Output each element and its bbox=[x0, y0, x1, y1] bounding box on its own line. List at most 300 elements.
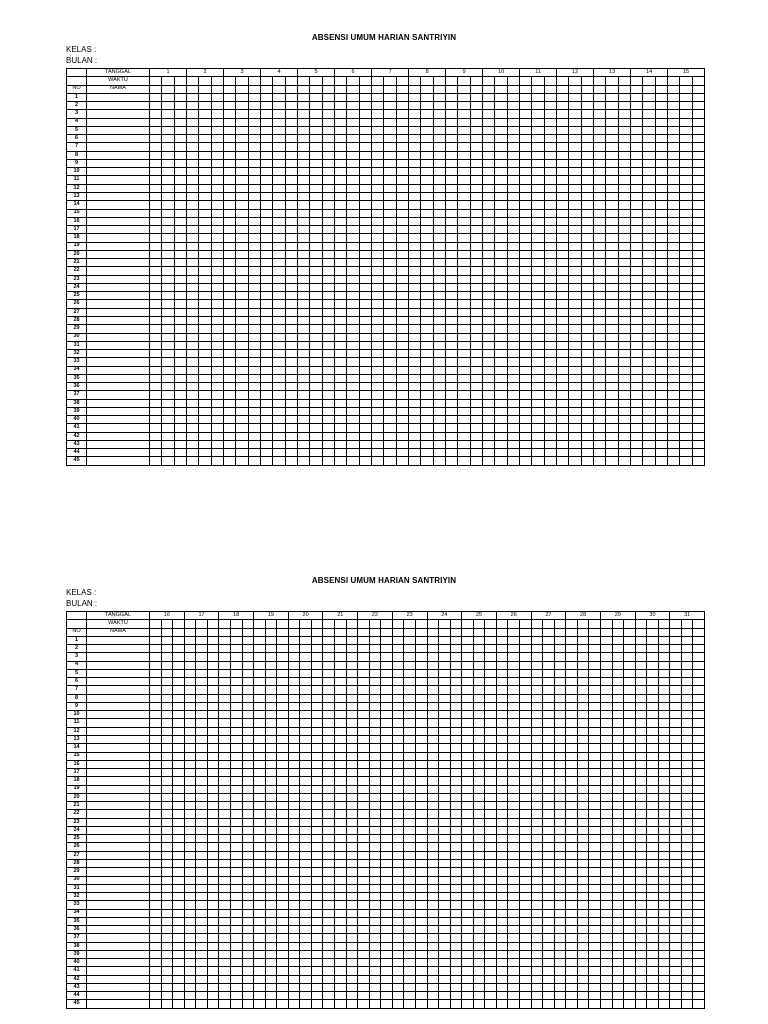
attendance-cell bbox=[507, 93, 519, 101]
attendance-cell bbox=[219, 835, 231, 843]
table-row bbox=[67, 226, 705, 234]
attendance-cell bbox=[199, 432, 211, 440]
attendance-cell bbox=[544, 432, 556, 440]
attendance-cell bbox=[415, 926, 427, 934]
attendance-cell bbox=[161, 926, 173, 934]
row-number: 25 bbox=[67, 292, 87, 300]
attendance-cell bbox=[566, 760, 578, 768]
attendance-cell bbox=[199, 184, 211, 192]
attendance-cell bbox=[323, 826, 335, 834]
attendance-cell bbox=[173, 835, 185, 843]
attendance-cell bbox=[624, 802, 636, 810]
attendance-cell bbox=[187, 275, 199, 283]
attendance-cell bbox=[285, 283, 297, 291]
attendance-cell bbox=[566, 653, 578, 661]
attendance-cell bbox=[254, 909, 266, 917]
attendance-cell bbox=[254, 694, 266, 702]
attendance-cell bbox=[427, 669, 439, 677]
row-number: 27 bbox=[67, 851, 87, 859]
attendance-cell bbox=[161, 628, 173, 636]
attendance-cell bbox=[298, 201, 310, 209]
table-row bbox=[67, 432, 705, 440]
attendance-cell bbox=[557, 242, 569, 250]
attendance-cell bbox=[624, 678, 636, 686]
attendance-cell bbox=[612, 950, 624, 958]
attendance-cell bbox=[150, 719, 162, 727]
attendance-cell bbox=[359, 267, 371, 275]
attendance-cell bbox=[421, 85, 433, 93]
attendance-cell bbox=[485, 628, 497, 636]
attendance-cell bbox=[254, 942, 266, 950]
attendance-cell bbox=[261, 267, 273, 275]
attendance-cell bbox=[692, 407, 704, 415]
attendance-cell bbox=[681, 967, 693, 975]
attendance-cell bbox=[187, 383, 199, 391]
attendance-cell bbox=[680, 275, 692, 283]
attendance-cell bbox=[496, 926, 508, 934]
attendance-cell bbox=[483, 143, 495, 151]
attendance-cell bbox=[496, 843, 508, 851]
attendance-cell bbox=[162, 316, 174, 324]
attendance-cell bbox=[485, 678, 497, 686]
attendance-cell bbox=[421, 457, 433, 466]
attendance-cell bbox=[415, 777, 427, 785]
table-row bbox=[67, 893, 705, 901]
table-row bbox=[67, 686, 705, 694]
attendance-cell bbox=[643, 267, 655, 275]
attendance-cell bbox=[606, 300, 618, 308]
attendance-cell bbox=[485, 752, 497, 760]
attendance-cell bbox=[554, 769, 566, 777]
attendance-cell bbox=[392, 975, 404, 983]
attendance-cell bbox=[421, 209, 433, 217]
attendance-cell bbox=[589, 636, 601, 644]
attendance-cell bbox=[670, 835, 682, 843]
attendance-cell bbox=[273, 168, 285, 176]
attendance-cell bbox=[161, 983, 173, 991]
attendance-cell bbox=[273, 432, 285, 440]
attendance-cell bbox=[219, 711, 231, 719]
attendance-cell bbox=[618, 168, 630, 176]
attendance-cell bbox=[310, 159, 322, 167]
attendance-cell bbox=[470, 300, 482, 308]
attendance-cell bbox=[335, 457, 347, 466]
attendance-cell bbox=[612, 835, 624, 843]
attendance-cell bbox=[693, 810, 705, 818]
table-row bbox=[67, 308, 705, 316]
attendance-cell bbox=[600, 769, 612, 777]
attendance-cell bbox=[254, 893, 266, 901]
attendance-cell bbox=[557, 449, 569, 457]
attendance-cell bbox=[277, 826, 289, 834]
row-number: 18 bbox=[67, 234, 87, 242]
attendance-cell bbox=[230, 785, 242, 793]
attendance-cell bbox=[224, 242, 236, 250]
attendance-cell bbox=[199, 399, 211, 407]
attendance-cell bbox=[520, 325, 532, 333]
attendance-cell bbox=[433, 416, 445, 424]
attendance-cell bbox=[310, 432, 322, 440]
attendance-cell bbox=[473, 785, 485, 793]
attendance-cell bbox=[310, 110, 322, 118]
attendance-cell bbox=[409, 457, 421, 466]
attendance-cell bbox=[347, 292, 359, 300]
attendance-cell bbox=[600, 694, 612, 702]
attendance-cell bbox=[569, 350, 581, 358]
attendance-cell bbox=[569, 383, 581, 391]
attendance-cell bbox=[369, 901, 381, 909]
attendance-cell bbox=[470, 110, 482, 118]
attendance-cell bbox=[606, 176, 618, 184]
attendance-cell bbox=[446, 432, 458, 440]
attendance-cell bbox=[462, 711, 474, 719]
attendance-cell bbox=[554, 785, 566, 793]
attendance-cell bbox=[421, 192, 433, 200]
attendance-cell bbox=[470, 449, 482, 457]
attendance-cell bbox=[261, 176, 273, 184]
attendance-cell bbox=[322, 440, 334, 448]
attendance-cell bbox=[265, 868, 277, 876]
attendance-cell bbox=[421, 292, 433, 300]
attendance-cell bbox=[384, 292, 396, 300]
attendance-cell bbox=[184, 967, 196, 975]
attendance-cell bbox=[670, 744, 682, 752]
attendance-cell bbox=[647, 810, 659, 818]
attendance-cell bbox=[207, 868, 219, 876]
attendance-cell bbox=[681, 868, 693, 876]
attendance-cell bbox=[230, 884, 242, 892]
attendance-cell bbox=[670, 769, 682, 777]
attendance-cell bbox=[409, 259, 421, 267]
attendance-cell bbox=[631, 135, 643, 143]
attendance-cell bbox=[173, 793, 185, 801]
attendance-cell bbox=[288, 975, 300, 983]
attendance-cell bbox=[655, 234, 667, 242]
attendance-cell bbox=[692, 366, 704, 374]
attendance-cell bbox=[483, 333, 495, 341]
attendance-cell bbox=[681, 793, 693, 801]
attendance-cell bbox=[161, 909, 173, 917]
attendance-cell bbox=[693, 992, 705, 1000]
attendance-cell bbox=[446, 168, 458, 176]
attendance-cell bbox=[643, 176, 655, 184]
attendance-cell bbox=[624, 926, 636, 934]
attendance-cell bbox=[495, 126, 507, 134]
attendance-cell bbox=[211, 242, 223, 250]
attendance-cell bbox=[643, 366, 655, 374]
attendance-cell bbox=[624, 893, 636, 901]
attendance-cell bbox=[409, 416, 421, 424]
attendance-cell bbox=[409, 283, 421, 291]
attendance-cell bbox=[273, 184, 285, 192]
attendance-cell bbox=[359, 283, 371, 291]
attendance-cell bbox=[624, 843, 636, 851]
attendance-cell bbox=[211, 358, 223, 366]
attendance-cell bbox=[261, 292, 273, 300]
attendance-cell bbox=[681, 777, 693, 785]
attendance-cell bbox=[566, 777, 578, 785]
table-row bbox=[67, 942, 705, 950]
attendance-cell bbox=[415, 793, 427, 801]
attendance-cell bbox=[300, 818, 312, 826]
attendance-cell bbox=[557, 192, 569, 200]
attendance-cell bbox=[196, 934, 208, 942]
attendance-cell bbox=[618, 316, 630, 324]
attendance-cell bbox=[415, 818, 427, 826]
attendance-cell bbox=[450, 653, 462, 661]
attendance-cell bbox=[433, 143, 445, 151]
attendance-cell bbox=[323, 719, 335, 727]
attendance-cell bbox=[310, 449, 322, 457]
attendance-cell bbox=[668, 192, 680, 200]
attendance-cell bbox=[612, 992, 624, 1000]
attendance-cell bbox=[161, 1000, 173, 1009]
attendance-cell bbox=[174, 308, 186, 316]
attendance-cell bbox=[285, 209, 297, 217]
attendance-cell bbox=[520, 628, 532, 636]
attendance-cell bbox=[224, 275, 236, 283]
attendance-cell bbox=[462, 950, 474, 958]
attendance-cell bbox=[577, 959, 589, 967]
attendance-cell bbox=[288, 926, 300, 934]
attendance-cell bbox=[658, 901, 670, 909]
attendance-cell bbox=[450, 735, 462, 743]
attendance-cell bbox=[495, 209, 507, 217]
attendance-cell bbox=[483, 192, 495, 200]
attendance-cell bbox=[288, 876, 300, 884]
attendance-cell bbox=[594, 350, 606, 358]
attendance-cell bbox=[409, 85, 421, 93]
attendance-cell bbox=[427, 760, 439, 768]
attendance-cell bbox=[404, 826, 416, 834]
attendance-cell bbox=[335, 374, 347, 382]
attendance-cell bbox=[433, 383, 445, 391]
attendance-cell bbox=[384, 383, 396, 391]
attendance-cell bbox=[173, 893, 185, 901]
attendance-cell bbox=[347, 383, 359, 391]
date-header: 20 bbox=[288, 612, 323, 620]
attendance-cell bbox=[655, 143, 667, 151]
attendance-cell bbox=[581, 110, 593, 118]
attendance-cell bbox=[162, 250, 174, 258]
attendance-cell bbox=[358, 669, 370, 677]
attendance-cell bbox=[298, 267, 310, 275]
attendance-cell bbox=[655, 259, 667, 267]
attendance-cell bbox=[150, 909, 162, 917]
attendance-cell bbox=[335, 292, 347, 300]
attendance-cell bbox=[594, 300, 606, 308]
attendance-cell bbox=[581, 440, 593, 448]
row-number: 23 bbox=[67, 275, 87, 283]
attendance-cell bbox=[161, 735, 173, 743]
attendance-cell bbox=[392, 1000, 404, 1009]
attendance-cell bbox=[211, 201, 223, 209]
attendance-cell bbox=[261, 391, 273, 399]
attendance-cell bbox=[242, 636, 254, 644]
attendance-cell bbox=[427, 926, 439, 934]
attendance-cell bbox=[589, 835, 601, 843]
attendance-cell bbox=[446, 217, 458, 225]
attendance-cell bbox=[254, 785, 266, 793]
attendance-cell bbox=[693, 702, 705, 710]
attendance-cell bbox=[187, 300, 199, 308]
attendance-cell bbox=[594, 316, 606, 324]
attendance-cell bbox=[323, 909, 335, 917]
attendance-cell bbox=[557, 333, 569, 341]
attendance-cell bbox=[310, 259, 322, 267]
attendance-cell bbox=[359, 93, 371, 101]
attendance-cell bbox=[566, 909, 578, 917]
attendance-cell bbox=[184, 694, 196, 702]
attendance-cell bbox=[187, 151, 199, 159]
attendance-cell bbox=[612, 752, 624, 760]
attendance-cell bbox=[462, 893, 474, 901]
attendance-cell bbox=[692, 242, 704, 250]
attendance-cell bbox=[381, 702, 393, 710]
attendance-cell bbox=[381, 669, 393, 677]
row-number: 35 bbox=[67, 917, 87, 925]
attendance-cell bbox=[242, 719, 254, 727]
attendance-cell bbox=[531, 669, 543, 677]
attendance-cell bbox=[300, 735, 312, 743]
attendance-cell bbox=[211, 424, 223, 432]
attendance-cell bbox=[680, 391, 692, 399]
waktu-cell bbox=[285, 77, 297, 85]
attendance-cell bbox=[462, 678, 474, 686]
attendance-cell bbox=[236, 184, 248, 192]
attendance-cell bbox=[248, 333, 260, 341]
attendance-cell bbox=[298, 176, 310, 184]
header-blank-cell bbox=[67, 612, 87, 620]
attendance-cell bbox=[680, 440, 692, 448]
attendance-cell bbox=[531, 636, 543, 644]
attendance-cell bbox=[396, 192, 408, 200]
attendance-cell bbox=[554, 793, 566, 801]
name-cell bbox=[87, 901, 150, 909]
attendance-cell bbox=[196, 678, 208, 686]
table-row bbox=[67, 333, 705, 341]
attendance-cell bbox=[211, 168, 223, 176]
attendance-cell bbox=[236, 366, 248, 374]
attendance-cell bbox=[618, 292, 630, 300]
attendance-cell bbox=[187, 135, 199, 143]
attendance-cell bbox=[433, 407, 445, 415]
attendance-cell bbox=[358, 793, 370, 801]
attendance-cell bbox=[224, 184, 236, 192]
row-number: 15 bbox=[67, 209, 87, 217]
attendance-cell bbox=[483, 341, 495, 349]
attendance-cell bbox=[532, 457, 544, 466]
attendance-cell bbox=[566, 793, 578, 801]
attendance-cell bbox=[507, 391, 519, 399]
attendance-cell bbox=[248, 308, 260, 316]
attendance-cell bbox=[369, 628, 381, 636]
attendance-cell bbox=[335, 325, 347, 333]
attendance-cell bbox=[359, 242, 371, 250]
attendance-cell bbox=[433, 350, 445, 358]
attendance-cell bbox=[404, 884, 416, 892]
attendance-cell bbox=[427, 851, 439, 859]
attendance-cell bbox=[532, 366, 544, 374]
attendance-cell bbox=[372, 143, 384, 151]
attendance-cell bbox=[631, 350, 643, 358]
attendance-cell bbox=[483, 383, 495, 391]
attendance-cell bbox=[612, 1000, 624, 1009]
attendance-cell bbox=[219, 959, 231, 967]
attendance-cell bbox=[655, 399, 667, 407]
attendance-cell bbox=[462, 1000, 474, 1009]
attendance-cell bbox=[569, 457, 581, 466]
attendance-cell bbox=[187, 333, 199, 341]
attendance-cell bbox=[230, 702, 242, 710]
attendance-cell bbox=[450, 959, 462, 967]
attendance-cell bbox=[392, 876, 404, 884]
attendance-cell bbox=[311, 653, 323, 661]
attendance-cell bbox=[581, 168, 593, 176]
attendance-cell bbox=[372, 126, 384, 134]
attendance-cell bbox=[655, 300, 667, 308]
attendance-cell bbox=[600, 934, 612, 942]
attendance-cell bbox=[335, 694, 347, 702]
attendance-cell bbox=[396, 383, 408, 391]
table-row bbox=[67, 110, 705, 118]
attendance-cell bbox=[404, 851, 416, 859]
attendance-cell bbox=[358, 694, 370, 702]
attendance-cell bbox=[508, 702, 520, 710]
name-cell bbox=[87, 645, 150, 653]
attendance-cell bbox=[261, 226, 273, 234]
attendance-cell bbox=[415, 950, 427, 958]
attendance-cell bbox=[631, 325, 643, 333]
attendance-cell bbox=[150, 967, 162, 975]
attendance-cell bbox=[507, 374, 519, 382]
attendance-cell bbox=[508, 992, 520, 1000]
attendance-cell bbox=[162, 159, 174, 167]
attendance-cell bbox=[161, 843, 173, 851]
waktu-cell bbox=[439, 620, 451, 628]
attendance-cell bbox=[485, 868, 497, 876]
attendance-cell bbox=[236, 143, 248, 151]
attendance-cell bbox=[581, 192, 593, 200]
attendance-cell bbox=[211, 250, 223, 258]
attendance-cell bbox=[581, 366, 593, 374]
attendance-cell bbox=[277, 678, 289, 686]
attendance-cell bbox=[421, 176, 433, 184]
attendance-cell bbox=[248, 184, 260, 192]
attendance-cell bbox=[298, 350, 310, 358]
attendance-cell bbox=[322, 226, 334, 234]
attendance-cell bbox=[483, 250, 495, 258]
attendance-cell bbox=[392, 719, 404, 727]
attendance-cell bbox=[635, 868, 647, 876]
attendance-cell bbox=[532, 267, 544, 275]
attendance-cell bbox=[520, 934, 532, 942]
attendance-cell bbox=[404, 1000, 416, 1009]
attendance-cell bbox=[668, 316, 680, 324]
attendance-cell bbox=[427, 983, 439, 991]
attendance-cell bbox=[446, 118, 458, 126]
attendance-cell bbox=[446, 250, 458, 258]
attendance-cell bbox=[346, 744, 358, 752]
attendance-cell bbox=[273, 316, 285, 324]
attendance-cell bbox=[248, 192, 260, 200]
attendance-cell bbox=[219, 752, 231, 760]
attendance-cell bbox=[433, 399, 445, 407]
attendance-cell bbox=[381, 884, 393, 892]
attendance-cell bbox=[618, 93, 630, 101]
attendance-cell bbox=[219, 843, 231, 851]
table-row bbox=[67, 424, 705, 432]
